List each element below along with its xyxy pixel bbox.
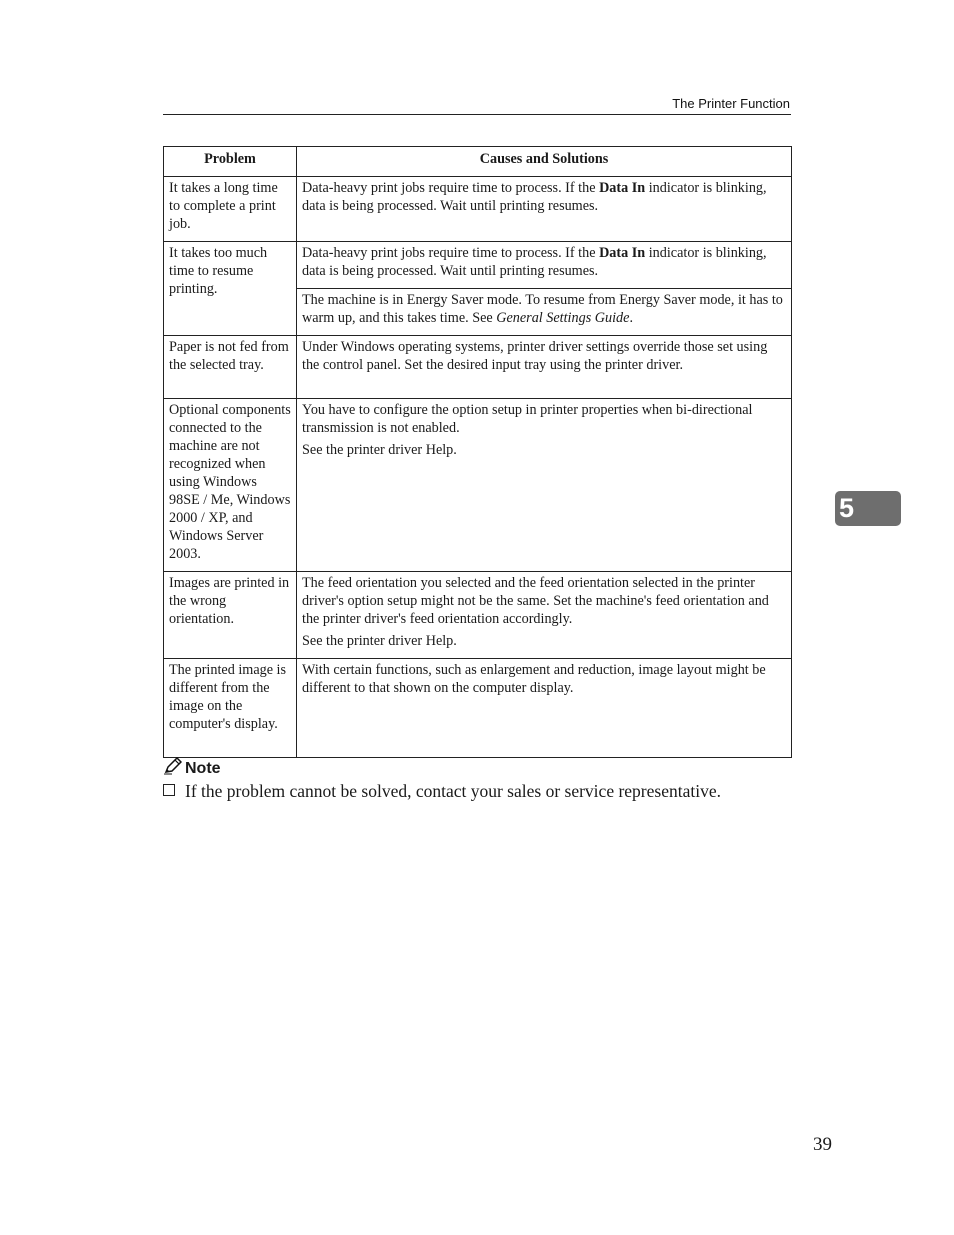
table-header-row — [164, 147, 792, 177]
solution-cell — [297, 659, 792, 758]
solution-text: See the printer driver Help. — [302, 633, 457, 649]
header-rule — [163, 114, 791, 115]
checkbox-bullet-icon — [163, 784, 175, 796]
note-label: Note — [185, 759, 221, 777]
note-item — [163, 781, 803, 802]
indicator-name: Data In — [599, 180, 646, 196]
solution-text-part: indicator is blinking, data is being processed. Wait until printing resumes. — [302, 245, 767, 279]
solution-cell — [297, 289, 792, 336]
solution-cell — [297, 399, 792, 572]
problem-cell: It takes a long time to complete a print job. — [164, 177, 297, 242]
table-row — [164, 399, 792, 572]
solution-cell — [297, 572, 792, 659]
solution-text: See the printer driver Help. — [302, 442, 457, 458]
solution-cell — [297, 177, 792, 242]
problem-cell: It takes too much time to resume printing. — [164, 242, 297, 336]
table-row — [164, 336, 792, 399]
pencil-icon — [163, 757, 182, 780]
problem-cell: Paper is not fed from the selected tray. — [164, 336, 297, 399]
solution-text: With certain functions, such as enlargement and reduction, image layout might be different to that shown on the computer display. — [302, 662, 766, 696]
column-header-causes-solutions: Causes and Solutions — [297, 147, 792, 177]
column-header-problem: Problem — [164, 147, 297, 177]
solution-text-part: Data-heavy print jobs require time to process. If the — [302, 180, 600, 196]
manual-reference: General Settings Guide — [496, 310, 630, 326]
solution-text-part: Data-heavy print jobs require time to process. If the — [302, 245, 600, 261]
page-number: 39 — [813, 1134, 832, 1155]
solution-cell — [297, 242, 792, 289]
chapter-number: 5 — [839, 493, 855, 523]
solution-text: The feed orientation you selected and the feed orientation selected in the printer driver's option setup might not be the same. Set the machine's feed orientation and the printer driver's feed orientation accordingly. — [302, 575, 769, 627]
running-header: The Printer Function — [672, 96, 790, 111]
solution-text — [302, 244, 786, 280]
indicator-name: Data In — [599, 245, 646, 261]
table-row — [164, 242, 792, 289]
solution-text — [302, 291, 786, 327]
problem-cell: Optional components connected to the machine are not recognized when using Windows 98SE / Me, Windows 2000 / XP, and Windows Server 2003. — [164, 399, 297, 572]
troubleshooting-table — [163, 146, 792, 758]
note-heading — [163, 757, 221, 780]
chapter-tab — [835, 491, 901, 526]
table-row — [164, 572, 792, 659]
table-row — [164, 177, 792, 242]
note-text: If the problem cannot be solved, contact your sales or service representative. — [185, 781, 721, 801]
solution-text-part: . — [629, 310, 633, 326]
solution-text — [302, 179, 786, 215]
problem-cell: Images are printed in the wrong orientation. — [164, 572, 297, 659]
solution-text: You have to configure the option setup in printer properties when bi-directional transmission is not enabled. — [302, 402, 753, 436]
solution-cell — [297, 336, 792, 399]
problem-cell: The printed image is different from the image on the computer's display. — [164, 659, 297, 758]
solution-text-part: The machine is in Energy Saver mode. To resume from Energy Saver mode, it has to warm up, and this takes time. See — [302, 292, 783, 326]
solution-text: Under Windows operating systems, printer driver settings override those set using the control panel. Set the desired input tray using the printer driver. — [302, 339, 768, 373]
table-row — [164, 659, 792, 758]
solution-text-part: indicator is blinking, data is being processed. Wait until printing resumes. — [302, 180, 767, 214]
